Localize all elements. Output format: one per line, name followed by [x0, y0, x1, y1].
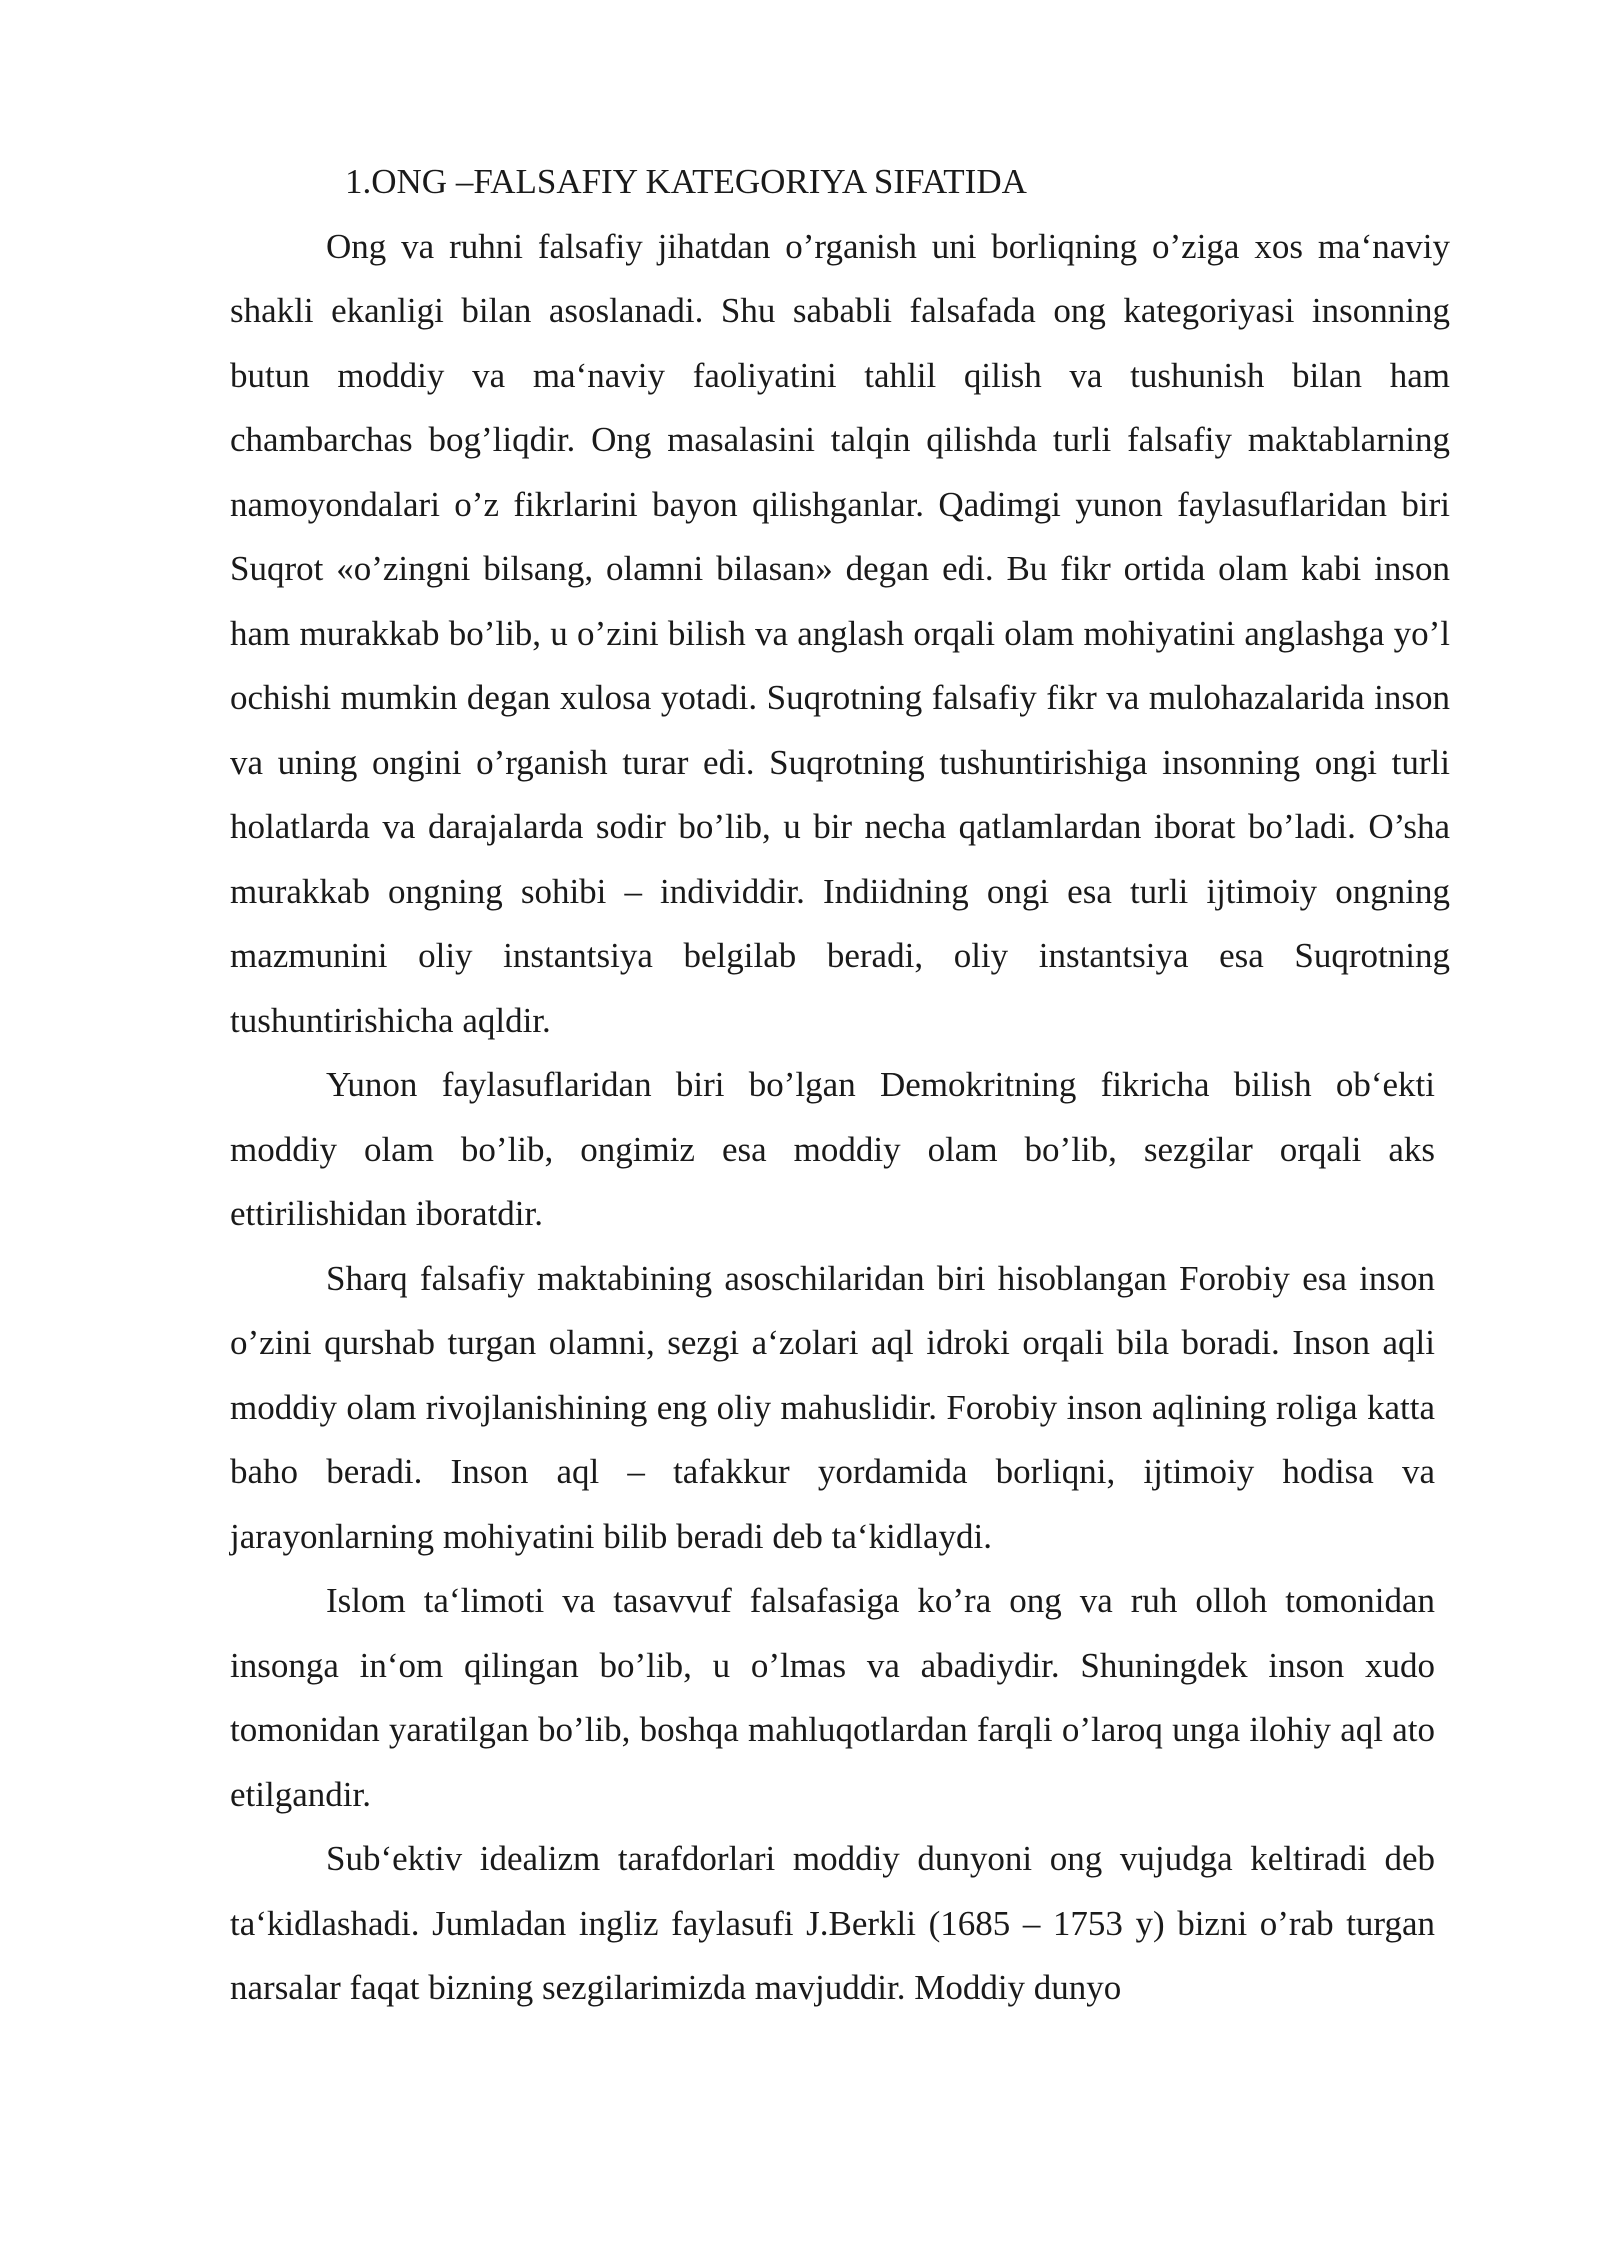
section-heading: 1.ONG –FALSAFIY KATEGORIYA SIFATIDA [345, 162, 1027, 201]
paragraph-islom: Islom ta‘limoti va tasavvuf falsafasiga ko’ra ong va ruh olloh tomonidan insonga in‘om qilingan bo’lib, u o’lmas va abadiydir. Shuningdek inson xudo tomonidan yaratilgan bo’lib, boshqa mahluqotlardan farqli o’laroq unga ilohiy aql ato etilgandir. [230, 1581, 1435, 1814]
document-body [230, 150, 1450, 2021]
paragraph-demokrit: Yunon faylasuflaridan biri bo’lgan Demokritning fikricha bilish ob‘ekti moddiy olam bo’lib, ongimiz esa moddiy olam bo’lib, sezgilar orqali aks ettirilishidan iboratdir. [230, 1065, 1435, 1233]
paragraph-ong-va-ruh: Ong va ruhni falsafiy jihatdan o’rganish uni borliqning o’ziga xos ma‘naviy shakli ekanligi bilan asoslanadi. Shu sababli falsafada ong kategoriyasi insonning butun moddiy va ma‘naviy faoliyatini tahlil qilish va tushunish bilan ham chambarchas bog’liqdir. Ong masalasini talqin qilishda turli falsafiy maktablarning namoyondalari o’z fikrlarini bayon qilishganlar. Qadimgi yunon faylasuflaridan biri Suqrot «o’zingni bilsang, olamni bilasan» degan edi. Bu fikr ortida olam kabi inson ham murakkab bo’lib, u o’zini bilish va anglash orqali olam mohiyatini anglashga yo’l ochishi mumkin degan xulosa yotadi. Suqrotning falsafiy fikr va mulohazalarida inson va uning ongini o’rganish turar edi. Suqrotning tushuntirishiga insonning ongi turli holatlarda va darajalarda sodir bo’lib, u bir necha qatlamlardan iborat bo’ladi. O’sha murakkab ongning sohibi – individdir. Indiidning ongi esa turli ijtimoiy ongning mazmunini oliy instantsiya belgilab beradi, oliy instantsiya esa Suqrotning tushuntirishicha aqldir. [230, 226, 1450, 1040]
paragraph-forobiy: Sharq falsafiy maktabining asoschilaridan biri hisoblangan Forobiy esa inson o’zini qurshab turgan olamni, sezgi a‘zolari aql idroki orqali bila boradi. Inson aqli moddiy olam rivojlanishining eng oliy mahuslidir. Forobiy inson aqlining roliga katta baho beradi. Inson aql – tafakkur yordamida borliqni, ijtimoiy hodisa va jarayonlarning mohiyatini bilib beradi deb ta‘kidlaydi. [230, 1258, 1435, 1556]
paragraph-subektiv-idealizm: Sub‘ektiv idealizm tarafdorlari moddiy dunyoni ong vujudga keltiradi deb ta‘kidlashadi. Jumladan ingliz faylasufi J.Berkli (1685 – 1753 y) bizni o’rab turgan narsalar faqat bizning sezgilarimizda mavjuddir. Moddiy dunyo [230, 1839, 1435, 2007]
